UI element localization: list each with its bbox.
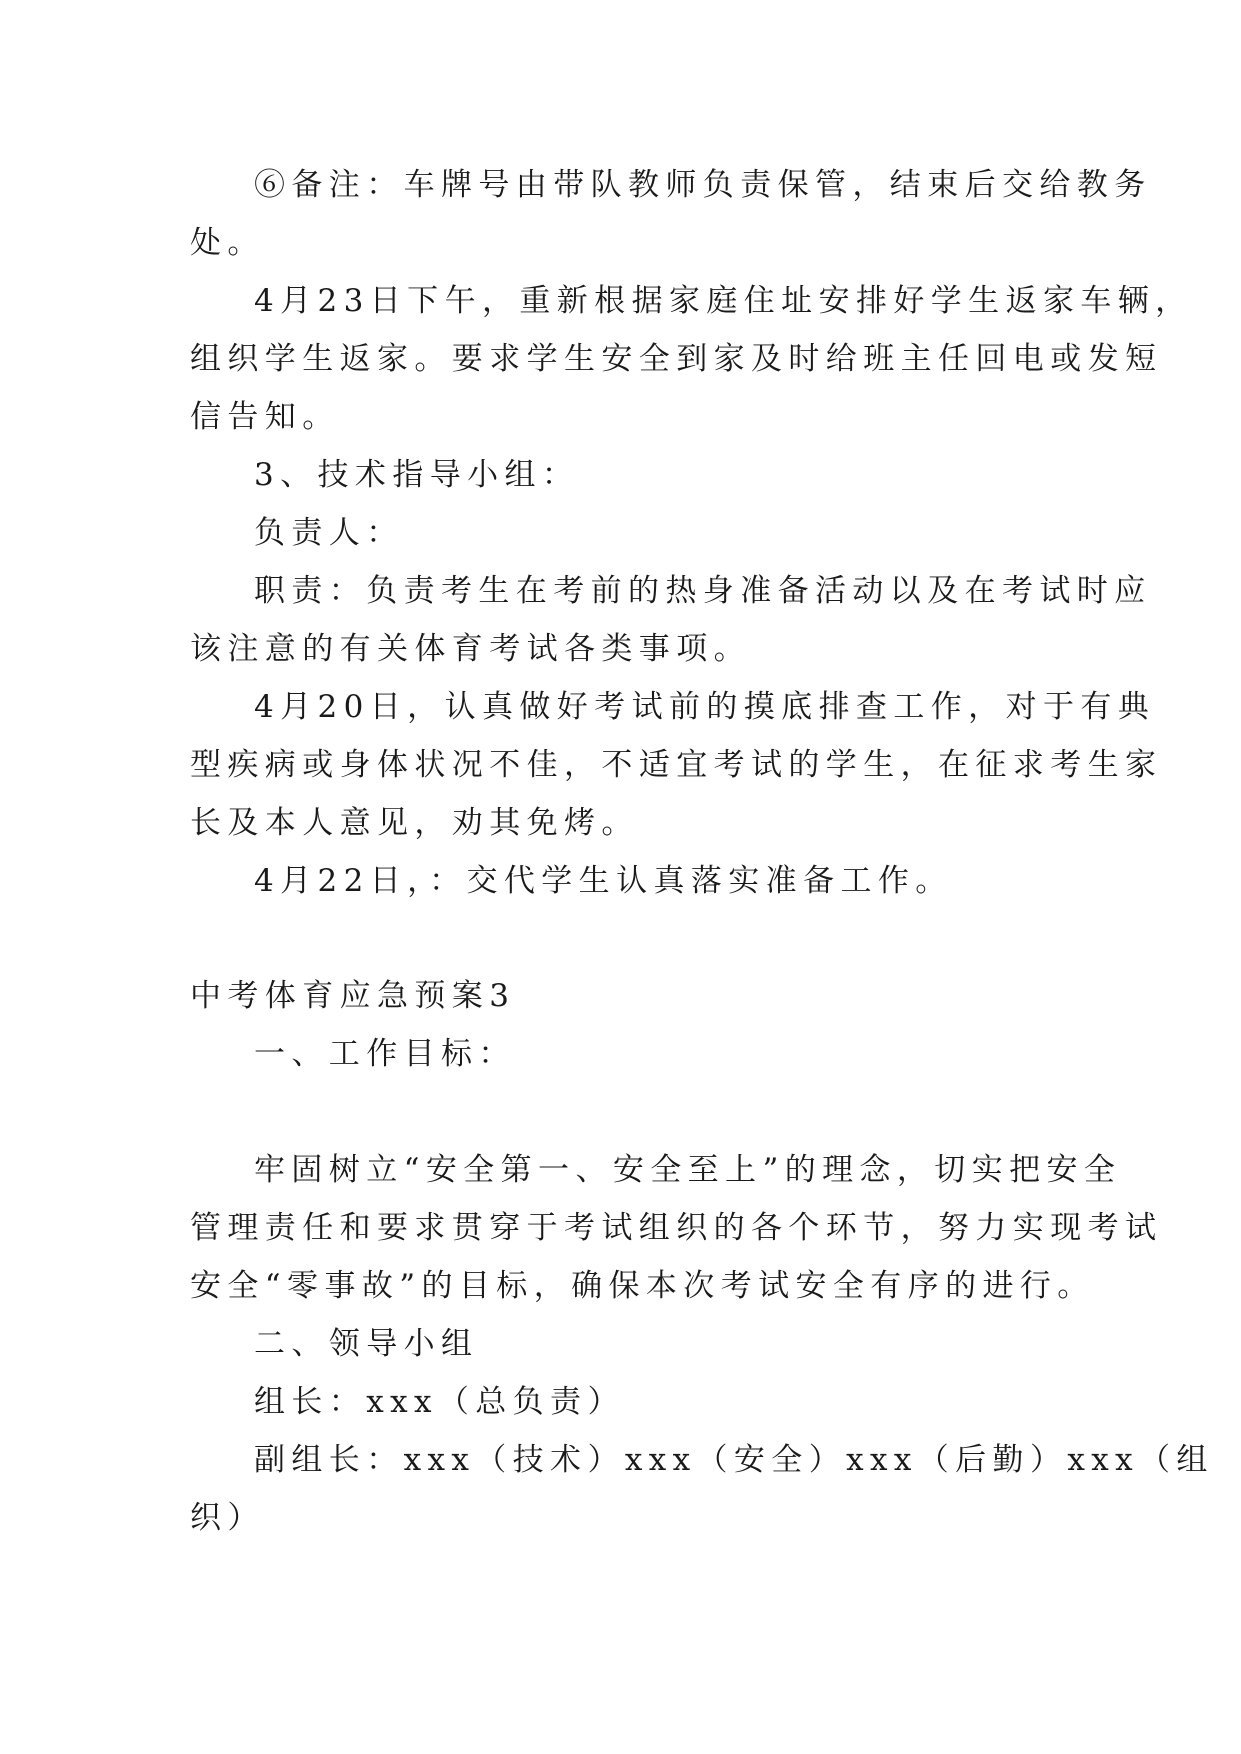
safety-paragraph-cont-2: 安全“零事故”的目标，确保本次考试安全有序的进行。 — [190, 1268, 1095, 1304]
deputy-leaders-cont: 织） — [190, 1500, 265, 1536]
return-home-paragraph: 4月23日下午，重新根据家庭住址安排好学生返家车辆， — [254, 283, 1193, 319]
work-goal-heading: 一、工作目标： — [254, 1036, 516, 1072]
april20-paragraph-cont-2: 长及本人意见，劝其免烤。 — [190, 805, 639, 841]
april22-paragraph: 4月22日，：交代学生认真落实准备工作。 — [254, 863, 953, 899]
group-leader: 组长：xxx（总负责） — [254, 1384, 625, 1420]
tech-group-duty: 职责：负责考生在考前的热身准备活动以及在考试时应 — [254, 573, 1152, 609]
remark-line-cont: 处。 — [190, 225, 265, 261]
tech-group-heading: 3、技术指导小组： — [254, 457, 580, 493]
return-home-paragraph-cont-2: 信告知。 — [190, 399, 340, 435]
april20-paragraph: 4月20日，认真做好考试前的摸底排查工作，对于有典 — [254, 689, 1156, 725]
remark-line: ⑥备注：车牌号由带队教师负责保管，结束后交给教务 — [254, 167, 1152, 203]
deputy-leaders: 副组长：xxx（技术）xxx（安全）xxx（后勤）xxx（组 — [254, 1442, 1214, 1478]
section-title: 中考体育应急预案3 — [190, 978, 516, 1014]
safety-paragraph: 牢固树立“安全第一、安全至上”的理念，切实把安全 — [254, 1152, 1122, 1188]
leadership-heading: 二、领导小组 — [254, 1326, 479, 1362]
safety-paragraph-cont-1: 管理责任和要求贯穿于考试组织的各个环节，努力实现考试 — [190, 1210, 1163, 1246]
april20-paragraph-cont-1: 型疾病或身体状况不佳，不适宜考试的学生，在征求考生家 — [190, 747, 1163, 783]
tech-group-duty-cont: 该注意的有关体育考试各类事项。 — [190, 631, 751, 667]
tech-group-leader: 负责人： — [254, 515, 404, 551]
return-home-paragraph-cont-1: 组织学生返家。要求学生安全到家及时给班主任回电或发短 — [190, 341, 1163, 377]
